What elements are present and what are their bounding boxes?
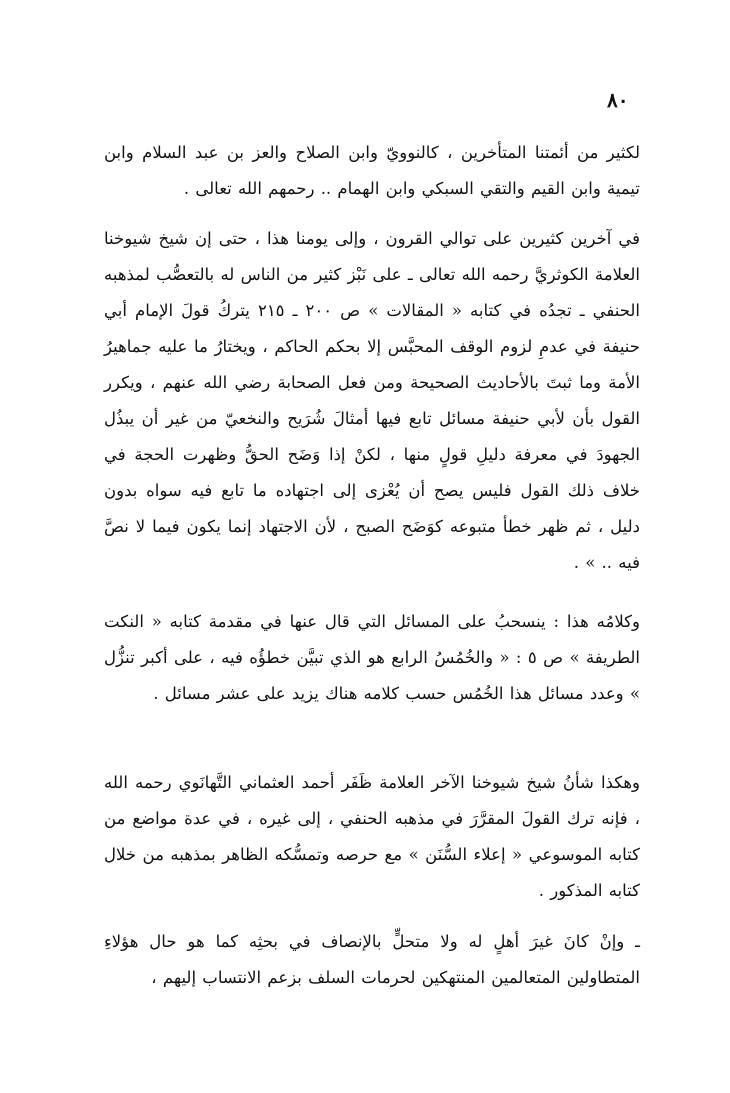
paragraph-4: وهكذا شأنُ شيخ شيوخنا الآخر العلامة ظَفَر أحمد العثماني التَّهانَوي رحمه الله ، فإنه ترك القولَ المقرَّرَ في مذهبه الحنفي ، إلى غيره ، في عدة مواضع من كتابه الموسوعي « إعلاء السُّنَن » مع حرصه وتمسُّكه الظاهر بمذهبه من خلال كتابه المذكور . — [104, 773, 640, 900]
page-number: ٨٠ — [607, 88, 629, 112]
paragraph-1: لكثير من أئمتنا المتأخرين ، كالنوويّ وابن الصلاح والعز بن عبد السلام وابن تيمية وابن القيم والتقي السبكي وابن الهمام .. رحمهم الله تعالى . — [104, 143, 640, 198]
paragraph-2: في آخرين كثيرين على توالي القرون ، وإلى يومنا هذا ، حتى إن شيخ شيوخنا العلامة الكوثريَّ رحمه الله تعالى ـ على نَبْز كثير من الناس له بالتعصُّب لمذهبه الحنفي ـ تجدُه في كتابه « المقالات » ص ٢٠٠ ـ ٢١٥ يتركُ قولَ الإمام أبي حنيفة في عدمِ لزوم الوقف المحبَّس إلا بحكم الحاكم ، ويختارُ ما عليه جماهيرُ الأمة وما ثبتَ بالأحاديث الصحيحة ومن فعل الصحابة رضي الله عنهم ، ويكرر القول بأن لأبي حنيفة مسائل تابع فيها أمثالَ شُرَيح والنخعيّ من غير أن يبذُل الجهودَ في معرفة دليلِ قولٍ منها ، لكنْ إذا وَضَح الحقُّ وظهرت الحجة في خلاف ذلك القول فليس يصح أن يُعْزى إلى اجتهاده ما تابع فيه سواه بدون دليل ، ثم ظهر خطأ متبوعه كوَضَح الصبح ، لأن الاجتهاد إنما يكون فيما لا نصَّ فيه .. » . — [104, 229, 640, 572]
paragraph-5: ـ وإنْ كانَ غيرَ أهلٍ له ولا متحلٍّ بالإنصاف في بحثِه كما هو حال هؤلاءِ المتطاولين المتعالمين المنتهكين لحرمات السلف بزعم الانتساب إليهم ، — [104, 932, 640, 987]
paragraph-3: وكلامُه هذا : ينسحبُ على المسائل التي قال عنها في مقدمة كتابه « النكت الطريفة » ص ٥ : « والخُمُسُ الرابع هو الذي تبيَّن خطؤُه فيه ، على أكبر تنزُّل » وعدد مسائل هذا الخُمُس حسب كلامه هناك يزيد على عشر مسائل . — [104, 612, 640, 703]
